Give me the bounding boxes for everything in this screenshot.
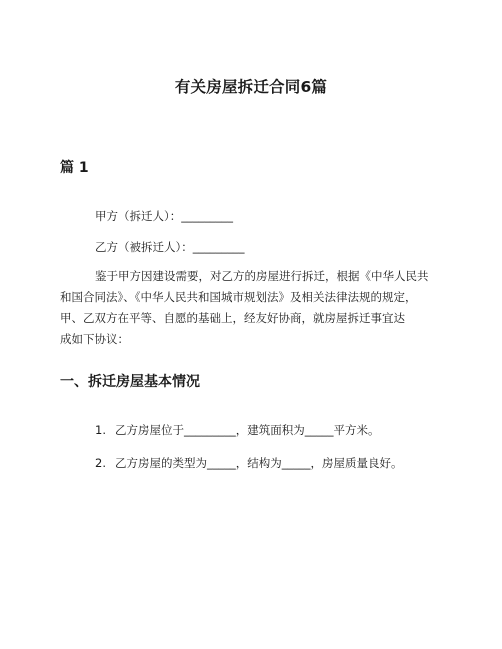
list-item [95, 420, 380, 441]
party-b-line: 乙方（被拆迁人）：_________ [95, 240, 245, 254]
list-item-number: 1. [95, 423, 106, 437]
section-heading: 一、拆迁房屋基本情况 [60, 374, 200, 390]
intro-line: 鉴于甲方因建设需要，对乙方的房屋进行拆迁，根据《中华人民共 [95, 269, 429, 283]
list-item-text: 乙方房屋位于_________，建筑面积为_____平方米。 [115, 423, 380, 437]
document-title: 有关房屋拆迁合同6篇 [174, 78, 328, 96]
intro-line: 成如下协议： [60, 332, 129, 346]
part-heading: 篇 1 [60, 160, 89, 176]
list-item-number: 2. [95, 456, 106, 470]
list-item-text: 乙方房屋的类型为_____，结构为_____，房屋质量良好。 [115, 456, 403, 470]
intro-line: 和国合同法》、《中华人民共和国城市规划法》及相关法律法规的规定， [60, 290, 417, 304]
list-item [95, 453, 403, 474]
intro-paragraph [60, 266, 460, 350]
party-a-line: 甲方（拆迁人）：_________ [95, 209, 233, 223]
intro-line: 甲、乙双方在平等、自愿的基础上，经友好协商，就房屋拆迁事宜达 [60, 311, 405, 325]
